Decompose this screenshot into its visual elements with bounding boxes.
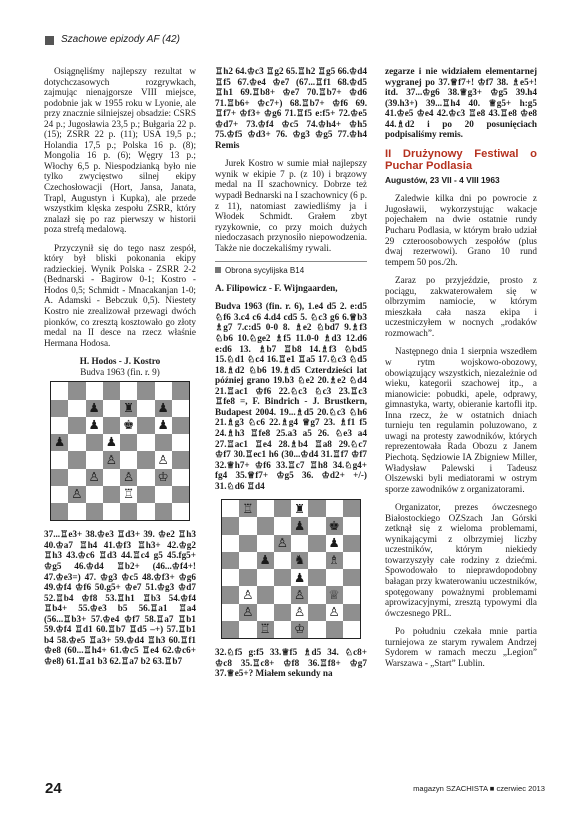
board-square — [274, 500, 291, 517]
game-title: H. Hodos - J. Kostro — [79, 356, 161, 367]
board-square — [51, 434, 68, 451]
board-square — [291, 500, 308, 517]
board-square — [155, 400, 172, 417]
board-square — [120, 469, 137, 486]
chess-piece-icon: ♞ — [294, 552, 306, 568]
paragraph: Organizator, prezes ówczesnego Białostockiego OZSzach Jan Górski zetknął się z wieloma problemami, wynikającymi z olbrzymiej liczby uczestników, którym niekiedy towarzyszyły całe rodziny z dziećmi. Spowodowało to nieprawdopodobny bałagan przy kwaterowaniu uczestników, spotęgowany poważnymi problemami aprowizacyjnymi, zresztą typowymi dla ówczesnego PRL. — [385, 502, 537, 618]
board-square — [103, 382, 120, 399]
chess-piece-icon: ♙ — [88, 468, 100, 484]
board-square — [343, 604, 360, 621]
board-square — [68, 434, 85, 451]
board-square — [257, 500, 274, 517]
board-square — [257, 552, 274, 569]
board-square — [291, 552, 308, 569]
board-square — [51, 486, 68, 503]
header-title: Szachowe epizody AF (42) — [61, 34, 180, 45]
board-square — [51, 469, 68, 486]
chess-piece-icon: ♙ — [157, 451, 169, 467]
board-square — [239, 586, 256, 603]
board-square — [103, 417, 120, 434]
board-square — [308, 552, 325, 569]
board-square — [326, 535, 343, 552]
board-square — [291, 604, 308, 621]
board-square — [172, 382, 189, 399]
board-square — [257, 535, 274, 552]
chess-piece-icon: ♖ — [123, 486, 135, 502]
board-square — [257, 604, 274, 621]
caption-square-icon — [215, 267, 221, 273]
chess-piece-icon: ♜ — [294, 500, 306, 516]
board-square — [172, 469, 189, 486]
board-square — [120, 503, 137, 520]
board-square — [137, 469, 154, 486]
board-square — [120, 417, 137, 434]
board-square — [257, 586, 274, 603]
board-square — [291, 621, 308, 638]
board-square — [68, 417, 85, 434]
board-square — [137, 434, 154, 451]
chess-piece-icon: ♕ — [328, 586, 340, 602]
board-square — [343, 535, 360, 552]
board-square — [155, 382, 172, 399]
page-header — [45, 34, 545, 50]
board-square — [68, 400, 85, 417]
header-square-icon — [45, 36, 54, 45]
board-square — [222, 552, 239, 569]
board-square — [222, 604, 239, 621]
chess-piece-icon: ♟ — [328, 535, 340, 551]
section-subtitle: Augustów, 23 VII - 4 VIII 1963 — [385, 174, 500, 185]
board-square — [239, 552, 256, 569]
board-square — [343, 569, 360, 586]
board-square — [326, 621, 343, 638]
board-square — [68, 503, 85, 520]
board-square — [51, 382, 68, 399]
board-square — [155, 486, 172, 503]
chess-piece-icon: ♙ — [294, 604, 306, 620]
board-square — [222, 621, 239, 638]
board-square — [308, 586, 325, 603]
board-square — [120, 434, 137, 451]
board-square — [137, 451, 154, 468]
paragraph: Przyczynił się do tego nasz zespół, który był bliski pokonania ekipy radzieckiej. Wynik Polska - ZSRR 2-2 (Bednarski - Bagirow 0-1; Kostro - Hodos 0,5; Schmidt - Mnacakanjan 1-0; A. Adamski - Bebczuk 0,5). Niestety Kostro nie zrealizował przewagi dwóch pionków, co zresztą kosztowało go złoty medal na II desce na rzecz właśnie Hermana Hodosa. — [44, 242, 196, 348]
board-square — [326, 500, 343, 517]
board-square — [120, 382, 137, 399]
chess-piece-icon: ♙ — [105, 451, 117, 467]
chess-piece-icon: ♟ — [294, 517, 306, 533]
board-square — [155, 503, 172, 520]
board-square — [274, 621, 291, 638]
board-square — [343, 621, 360, 638]
board-square — [103, 503, 120, 520]
board-square — [222, 500, 239, 517]
board-square — [326, 586, 343, 603]
column-2 — [215, 66, 367, 687]
chess-piece-icon: ♖ — [259, 621, 271, 637]
chess-diagram-1 — [50, 381, 190, 521]
board-square — [103, 400, 120, 417]
board-square — [86, 503, 103, 520]
board-square — [51, 451, 68, 468]
chess-piece-icon: ♚ — [123, 417, 135, 433]
board-square — [137, 486, 154, 503]
chess-piece-icon: ♙ — [328, 604, 340, 620]
column-3 — [385, 66, 537, 676]
board-square — [172, 400, 189, 417]
board-square — [239, 535, 256, 552]
game-moves: Budva 1963 (fin. r. 6), 1.e4 d5 2. e:d5 ♘f6 3.c4 c6 4.d4 cd5 5. ♘c3 g6 6.♕b3 ♗g7 7.c:d5 0-0 8. ♗e2 ♘bd7 9.♗f3 ♘b6 10.♘ge2 ♗f5 11.0-0 ♗d3 12.d6 e:d6 13. ♗b7 ♖b8 14.♗f3 ♘bd5 15.♘d1 ♘c4 16.♖e1 ♖a5 17.♘c3 ♘d5 18.♗d2 ♘b6 19.♗d5 Czterdzieści lat później grano 19.b3 ♘e2 20.♗e2 ♘d4 21.♖ac1 ♔f6 22.♘c3 ♘c3 23.♖c3 ♖fe8 =, F. Bindrich - J. Brustkern, Budapest 2004. 19...♗d5 20.♘c3 ♘h6 21.♗g3 ♘c6 22.♗g4 ♕g7 23. ♗f1 f5 24.♗h3 ♖fe8 25.a3 a5 26. ♘e3 a4 27.♖ac1 ♖e4 28.♗b4 ♖a8 29.♘c7 ♔f7 30.♖ec1 h6 (30...♔d4 31.♖f7 ♔f7 32.♕h7+ ♔f6 33.♖c7 ♖h8 34.♘g4+ fg4 35.♕f7+ ♔g5 36. ♔d2+ +/-) 31.♘d6 ♖d4 — [215, 301, 367, 491]
board-square — [137, 503, 154, 520]
board-square — [155, 469, 172, 486]
board-square — [326, 569, 343, 586]
board-square — [86, 382, 103, 399]
board-square — [172, 417, 189, 434]
board-square — [86, 400, 103, 417]
opening-caption — [215, 266, 367, 277]
board-square — [103, 451, 120, 468]
chess-diagram-2 — [221, 499, 361, 639]
board-square — [68, 382, 85, 399]
board-square — [274, 569, 291, 586]
board-square — [308, 535, 325, 552]
board-square — [155, 417, 172, 434]
board-square — [137, 382, 154, 399]
board-square — [103, 469, 120, 486]
board-square — [239, 604, 256, 621]
board-square — [291, 535, 308, 552]
chess-piece-icon: ♟ — [259, 552, 271, 568]
board-square — [239, 621, 256, 638]
board-square — [120, 400, 137, 417]
board-square — [51, 400, 68, 417]
board-square — [103, 434, 120, 451]
chess-piece-icon: ♙ — [123, 468, 135, 484]
paragraph: Po południu czekała mnie partia turniejowa ze starym rywalem Andrzej Sydorem w ramach meczu „Legion” Warszawa - „Start” Lublin. — [385, 626, 537, 668]
board-square — [239, 569, 256, 586]
chess-piece-icon: ♙ — [242, 586, 254, 602]
board-square — [308, 604, 325, 621]
board-square — [291, 586, 308, 603]
board-square — [343, 586, 360, 603]
board-square — [326, 517, 343, 534]
board-square — [222, 569, 239, 586]
game-moves: 32.♘f5 g:f5 33.♕f5 ♗d5 34. ♘c8+ ♔c8 35.♖c8+ ♔f8 36.♖f8+ ♔g7 37.♕e5+? Miałem sekundy na — [215, 647, 367, 679]
paragraph: Następnego dnia 1 sierpnia wszedłem w rytm wojskowo-obozowy, obowiązujący wszystkich, niezależnie od wieku, kategorii szachowej itp., a mianowicie: pobudki, apele, odprawy, gimnastyka, warty, obieranie kartofli itp. Inna rzecz, że w ostatnich dniach turnieju ten regulamin poluzowano, z uwagi na protesty zawodników, których reprezentowała Rada Obozu z Janem Piechotą. Sędziowie IA Zbigniew Miller, Władysław Palewski i Tadeusz Olszewski byli mediatorami w ostrym sporze zawodników z organizatorami. — [385, 346, 537, 494]
chess-piece-icon: ♟ — [88, 417, 100, 433]
chess-piece-icon: ♚ — [328, 517, 340, 533]
chess-piece-icon: ♙ — [242, 604, 254, 620]
board-square — [86, 469, 103, 486]
board-square — [155, 451, 172, 468]
column-1 — [44, 66, 196, 674]
board-square — [120, 451, 137, 468]
board-square — [274, 604, 291, 621]
board-square — [172, 434, 189, 451]
board-square — [68, 486, 85, 503]
board-square — [257, 569, 274, 586]
board-square — [274, 517, 291, 534]
board-square — [137, 400, 154, 417]
caption-text: Obrona sycylijska B14 — [225, 266, 305, 276]
board-square — [120, 486, 137, 503]
board-square — [291, 569, 308, 586]
board-square — [239, 500, 256, 517]
board-square — [222, 517, 239, 534]
chess-piece-icon: ♗ — [328, 552, 340, 568]
board-square — [274, 586, 291, 603]
board-square — [308, 621, 325, 638]
chess-piece-icon: ♟ — [157, 417, 169, 433]
paragraph: Zaledwie kilka dni po powrocie z Jugosławii, wykorzystując wakacje pojechałem na dwie ostatnie rundy Pucharu Podlasia, w którym brało udział 29 czteroosobowych zespołów (plus dwaj rezerwowi). Grano 10 rund tempem 50 pos./2h. — [385, 193, 537, 267]
chess-piece-icon: ♟ — [88, 399, 100, 415]
game-moves: zegarze i nie widziałem elementarnej wygranej po 37.♕f7+! ♔f7 38. ♗e5+! itd. 37...♔g6 38.♕g3+ ♔g5 39.h4 (39.h3+) 39...♖h4 40. ♕g5+ h:g5 41.♔e5 ♔e4 42.♔c3 ♖e8 43.♖e8 ♔e8 44.♗d2 i po 20 posunięciach podpisaliśmy remis. — [385, 66, 537, 140]
paragraph: Osiągnęliśmy najlepszy rezultat w dotychczasowych rozgrywkach, zajmując nienajgorsze VIII miejsce, podobnie jak w 1955 roku w Lyonie, ale przy znacznie silniejszej obsadzie: CSRS 24 p.; Jugosławia 23,5 p.; Bułgaria 22 p. (15); ZSRR 22 p. (11); USA 19,5 p.; Holandia 17,5 p.; Polska 16 p. (8); Mongolia 16 p. (6); Węgry 13 p.; Włochy 6,5 p. Niespodzianką było nie tylko zwycięstwo silnej ekipy Czechosłowacji (Hort, Jansa, Janata, Trapl, Augustyn i Kupka), ale przede wszystkim klęska zespołu ZSRR, który znalazł się po raz pierwszy w historii poza strefą medalową. — [44, 66, 196, 235]
board-square — [172, 503, 189, 520]
board-square — [222, 535, 239, 552]
section-title: II Drużynowy Festiwal o Puchar Podlasia — [385, 147, 537, 173]
chess-piece-icon: ♔ — [157, 468, 169, 484]
board-square — [51, 417, 68, 434]
board-square — [172, 451, 189, 468]
board-square — [51, 503, 68, 520]
board-square — [308, 517, 325, 534]
board-square — [343, 500, 360, 517]
chess-piece-icon: ♜ — [123, 399, 135, 415]
game-moves: ♖h2 64.♔c3 ♖g2 65.♖h2 ♖g5 66.♔d4 ♖f5 67.♔e4 ♔e7 (67...♖f1 68.♔d5 ♖h1 69.♖b8+ ♔e7 70.♖b7+ ♔d6 71.♖b6+ ♔c7+) 68.♖b7+ ♔f6 69. ♖f7+ ♔f3+ ♔g6 71.♖f5 e:f5+ 72.♔e5 ♔d7+ 73.♔f4 ♔c5 74.♔h4+ ♔h5 75.♔f5 ♔d3+ 76. ♔g3 ♔g5 77.♔h4 Remis — [215, 66, 367, 150]
board-square — [86, 434, 103, 451]
chess-piece-icon: ♙ — [294, 586, 306, 602]
page-number: 24 — [45, 780, 62, 797]
paragraph: Zaraz po przyjeździe, prosto z pociągu, zakwaterowałem się w olbrzymim namiocie, w którym mieszkała cała nasza ekipa i uczestniczyłem w nocnych „rodaków rozmowach”. — [385, 275, 537, 338]
board-square — [274, 535, 291, 552]
board-square — [239, 517, 256, 534]
chess-piece-icon: ♖ — [242, 500, 254, 516]
board-square — [343, 552, 360, 569]
board-square — [86, 451, 103, 468]
board-square — [86, 486, 103, 503]
board-square — [155, 434, 172, 451]
board-square — [326, 552, 343, 569]
chess-piece-icon: ♟ — [54, 434, 66, 450]
board-square — [343, 517, 360, 534]
board-square — [137, 417, 154, 434]
divider — [215, 261, 367, 262]
board-square — [326, 604, 343, 621]
board-square — [68, 469, 85, 486]
game-title: A. Filipowicz - F. Wijngaarden, — [215, 282, 338, 293]
board-square — [86, 417, 103, 434]
board-square — [103, 486, 120, 503]
chess-piece-icon: ♔ — [294, 621, 306, 637]
paragraph: Jurek Kostro w sumie miał najlepszy wynik w ekipie 7 p. (z 10) i brązowy medal na II szachownicy. Dobrze też wypadł Bednarski na I szachownicy (6 p. z 11), natomiast zawiedliśmy ja i Włodek Schmidt. Grałem zbyt ryzykownie, co przy moich dużych niedoczasach przynosiło niepowodzenia. Także nie doczekaliśmy rywali. — [215, 158, 367, 253]
board-square — [308, 569, 325, 586]
chess-piece-icon: ♟ — [157, 399, 169, 415]
board-square — [308, 500, 325, 517]
board-square — [222, 586, 239, 603]
board-square — [291, 517, 308, 534]
game-subtitle: Budva 1963 (fin. r. 9) — [80, 366, 160, 377]
board-square — [274, 552, 291, 569]
chess-piece-icon: ♙ — [276, 535, 288, 551]
magazine-info: magazyn SZACHISTA ■ czerwiec 2013 — [413, 784, 545, 793]
chess-piece-icon: ♙ — [71, 486, 83, 502]
chess-piece-icon: ♟ — [294, 569, 306, 585]
chess-piece-icon: ♟ — [105, 434, 117, 450]
board-square — [172, 486, 189, 503]
page-footer — [45, 780, 545, 800]
game-moves: 37...♖e3+ 38.♔e3 ♖d3+ 39. ♔e2 ♖h3 40.♔a7 ♖h4 41.♔f3 ♖h3+ 42.♔g2 ♖h3 43.♔c6 ♖d3 44.♖c4 g5 45.fg5+ ♔g5 46.♔d4 ♖b2+ (46...♔f4+! 47.♔e3=) 47. ♔g3 ♔c5 48.♔f3+ ♔g6 49.♔f4 ♔f6 50.g5+ ♔e7 51.♔g3 ♔d7 52.♖b4 ♔f8 53.♖h1 ♖b3 54.♔f4 ♖b4+ 55.♔e3 b5 56.♖a1 ♖a4 (56...♖b3+ 57.♔e4 ♔f7 58.♖a7 ♖b1 59.♔f4 ♖d1 60.♖b7 ♖d5 –+) 57.♖b1 b4 58.♔e5 ♖a3+ 59.♔d4 ♖h3 60.♖f1 ♔e8 (60...♖h4+ 61.♔c5 ♖e4 62.♔c6+ ♔e8) 61.♖a1 b3 62.♖a7 b2 63.♖b7 — [44, 529, 196, 666]
board-square — [68, 451, 85, 468]
board-square — [257, 621, 274, 638]
board-square — [257, 517, 274, 534]
